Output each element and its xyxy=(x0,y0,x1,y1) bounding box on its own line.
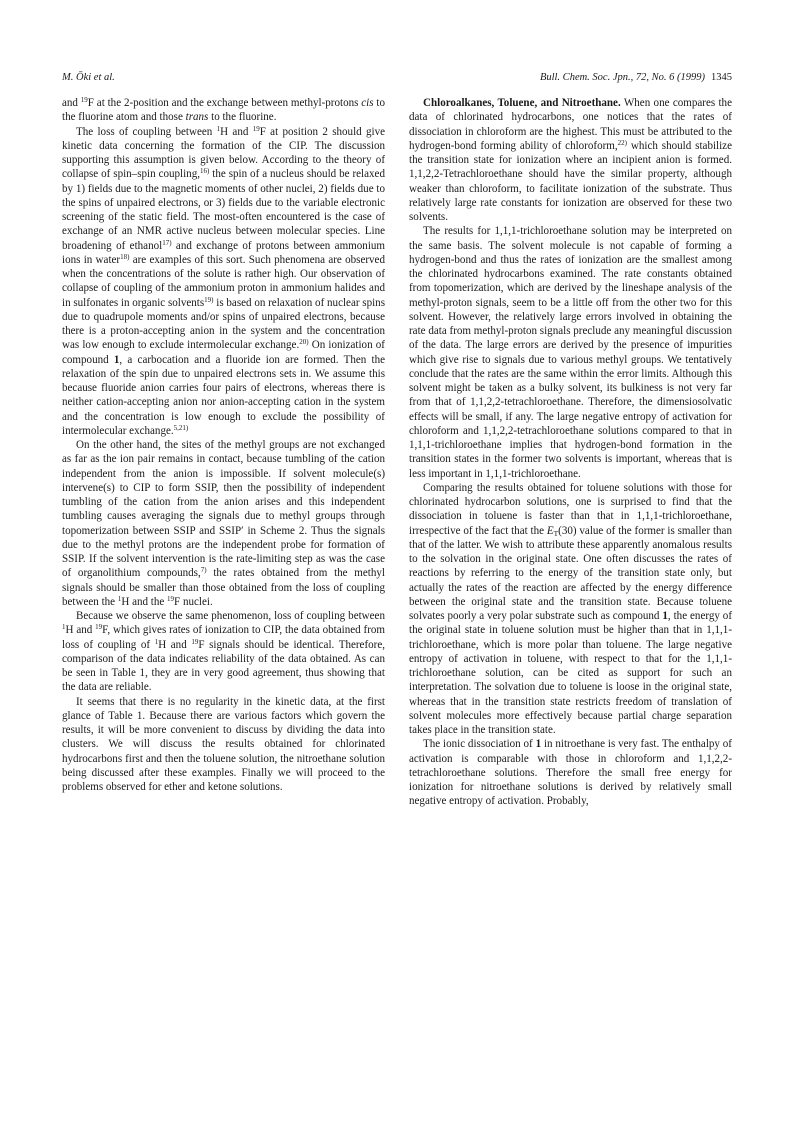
paragraph-toluene: Comparing the results obtained for toluene solutions with those for chlorinated hydrocarbon solutions, one is surprised to find that the dissociation in toluene is faster than that in 1,1,1-trichloroethane, irrespective of the fact that the $E_T(30)$ value of the former is smaller than that of the latter. We wish to attribute these apparently anomalous results to the solvation in the original state. One often discusses the rates of reactions by referring to the energy of the transition state only, but actually the rates of the reaction are affected by the energy difference between the original state and the transition state. Because toluene solvates poorly a very polar substrate such as compound 1, the energy of the original state in toluene solution must be higher than that in 1,1,1-trichloroethane, which is more polar than toluene. The large negative entropy of activation in toluene, with respect to that for the 1,1,1-trichloroethane solution, can be cited as support for such an interpretation. The solvation due to toluene is loose in the original state, whereas that in the transition state restricts freedom of translation of solvent molecules more effectively because partial charge separation takes place in the transition state. xyxy=(409,481,733,736)
header-journal-info xyxy=(540,72,732,83)
left-column xyxy=(62,96,385,794)
header-journal: Bull. Chem. Soc. Jpn., 72, No. 6 (1999) xyxy=(539,72,705,83)
paragraph-coupling-loss: The loss of coupling between $^1$H and $^{19}$F at position 2 should give kinetic data concerning the formation of the CIP. The discussion supporting this assumption is given below. According to the theory of collapse of spin–spin coupling,$^{16)}$ the spin of a nucleus should be relaxed by 1) fields due to the magnetic moments of other nuclei, 2) fields due to the spins of unpaired electrons, or 3) fields due to the variable electronic screening of the static field. The most-often encountered is the case of exchange of an NMR active nucleus between molecular species. Line broadening of ethanol$^{17)}$ and exchange of protons between ammonium ions in water$^{18)}$ are examples of this sort. Such phenomena are observed when the concentrations of the solute is rather high. Our observation of collapse of coupling of the ammonium proton in ammonium halides and in sulfonates in organic solvents$^{19)}$ is based on relaxation of nuclear spins due to quadrupole moments and/or spins of unpaired electrons, because there is a proton-accepting anion in the system and the concentration was low enough to exclude intermolecular exchange.$^{20)}$ On ionization of compound 1, a carbocation and a fluoride ion are formed. Then the relaxation of the spin due to unpaired electrons sets in. We assume this because fluoride anion carries four pairs of electrons, whereas there is neither cation-accepting anion nor anion-accepting cation in the system and the concentration is low enough to exclude the possibility of intermolecular exchange.$^{5,21)}$ xyxy=(62,124,386,437)
header-authors: M. Ōki et al. xyxy=(62,72,115,83)
paragraph-chloroalkanes: Chloroalkanes, Toluene, and Nitroethane. When one compares the data of chlorinated hydrocarbons, one notices that the rates of dissociation in chloroform are the highest. This must be attributed to the hydrogen-bond forming ability of chloroform,$^{22)}$ which should stabilize the transition state for ionization where an incipient anion is formed. 1,1,2,2-Tetrachloroethane should have the similar property, although weaker than chloroform, to facilitate ionization of the substrate. Thus relatively large rate constants for ionization are observed for these two solvents. xyxy=(409,97,732,223)
section-title: Chloroalkanes, Toluene, and Nitroethane. xyxy=(423,97,621,109)
paragraph-methyl-sites: On the other hand, the sites of the methyl groups are not exchanged as far as the ion pair remains in contact, because tumbling of the cation independent from the anion is impossible. If solvent molecule(s) intervene(s) to CIP to form SSIP, then the possibility of independent tumbling of the cation from the anion arises and this independent tumbling causes averaging the signals due to methyl groups through topomerization between SSIP and SSIP′ in Scheme 2. Thus the signals due to the methyl protons are the independent probe for formation of SSIP. If the solvent intervention is the rate-limiting step as was the case of organolithium compounds,$^{7)}$ the rates obtained from the methyl signals should be smaller than those obtained from the loss of coupling between the $^1$H and the $^{19}$F nuclei. xyxy=(62,439,385,608)
paragraph-continuation: and $^{19}$F at the 2-position and the exchange between methyl-protons cis to the fluorine atom and those trans to the fluorine. xyxy=(62,96,385,124)
paragraph-nitroethane: The ionic dissociation of 1 in nitroethane is very fast. The enthalpy of activation is comparable with those in chloroform and 1,1,2,2-tetrachloroethane solutions. Therefore the small free energy for ionization for nitroethane solutions is derived by relatively small negative entropy of activation. Probably, xyxy=(409,738,732,808)
paragraph-reliability: Because we observe the same phenomenon, loss of coupling between $^1$H and $^{19}$F, which gives rates of ionization to CIP, the data obtained from loss of coupling of $^1$H and $^{19}$F signals should be identical. Therefore, comparison of the data indicates reliability of the data obtained. As can be seen in Table 1, they are in very good agreement, thus showing that the data are reliable. xyxy=(62,610,385,694)
right-column xyxy=(409,96,732,809)
page-number: 1345 xyxy=(711,72,732,83)
paragraph-trichloroethane: The results for 1,1,1-trichloroethane solution may be interpreted on the same basis. The solvent molecule is not capable of forming a hydrogen-bond and thus the rates of ionization are the smallest among the chlorinated hydrocarbons examined. The rate constants obtained from topomerization, which are derived by the lineshape analysis of the methyl-proton signals, seem to be a little off from the other two for this solvent. However, the relatively large errors involved in obtaining the rate data from methyl-proton signals preclude any meaningful discussion of the data. The large errors are derived by the presence of impurities which give rise to signals due to various methyl groups. We tentatively conclude that the rates are the same within the error limits. Although this solvent might be taken as a bulky solvent, its bulkiness is not very far from that of 1,1,2,2-tetrachloroethane. Therefore, the dimensiosolvatic effects will be small, if any. The large negative entropy of activation for chloroform and 1,1,2,2-tetrachloroethane solutions compared to that in 1,1,1-trichloroethane implies that hydrogen-bond formation in the transition states in the former two solvents is important, whereas that is less important in 1,1,1-trichloroethane. xyxy=(409,225,732,480)
paragraph-kinetic-regularity: It seems that there is no regularity in the kinetic data, at the first glance of Table 1. Because there are various factors which govern the results, it will be more convenient to discuss by dividing the data into clusters. We will discuss the results obtained for chlorinated hydrocarbons first and then the toluene solution, the nitroethane solution being discussed after these examples. Finally we will proceed to the problems observed for ether and ketone solutions. xyxy=(62,695,385,793)
running-header xyxy=(62,72,732,88)
